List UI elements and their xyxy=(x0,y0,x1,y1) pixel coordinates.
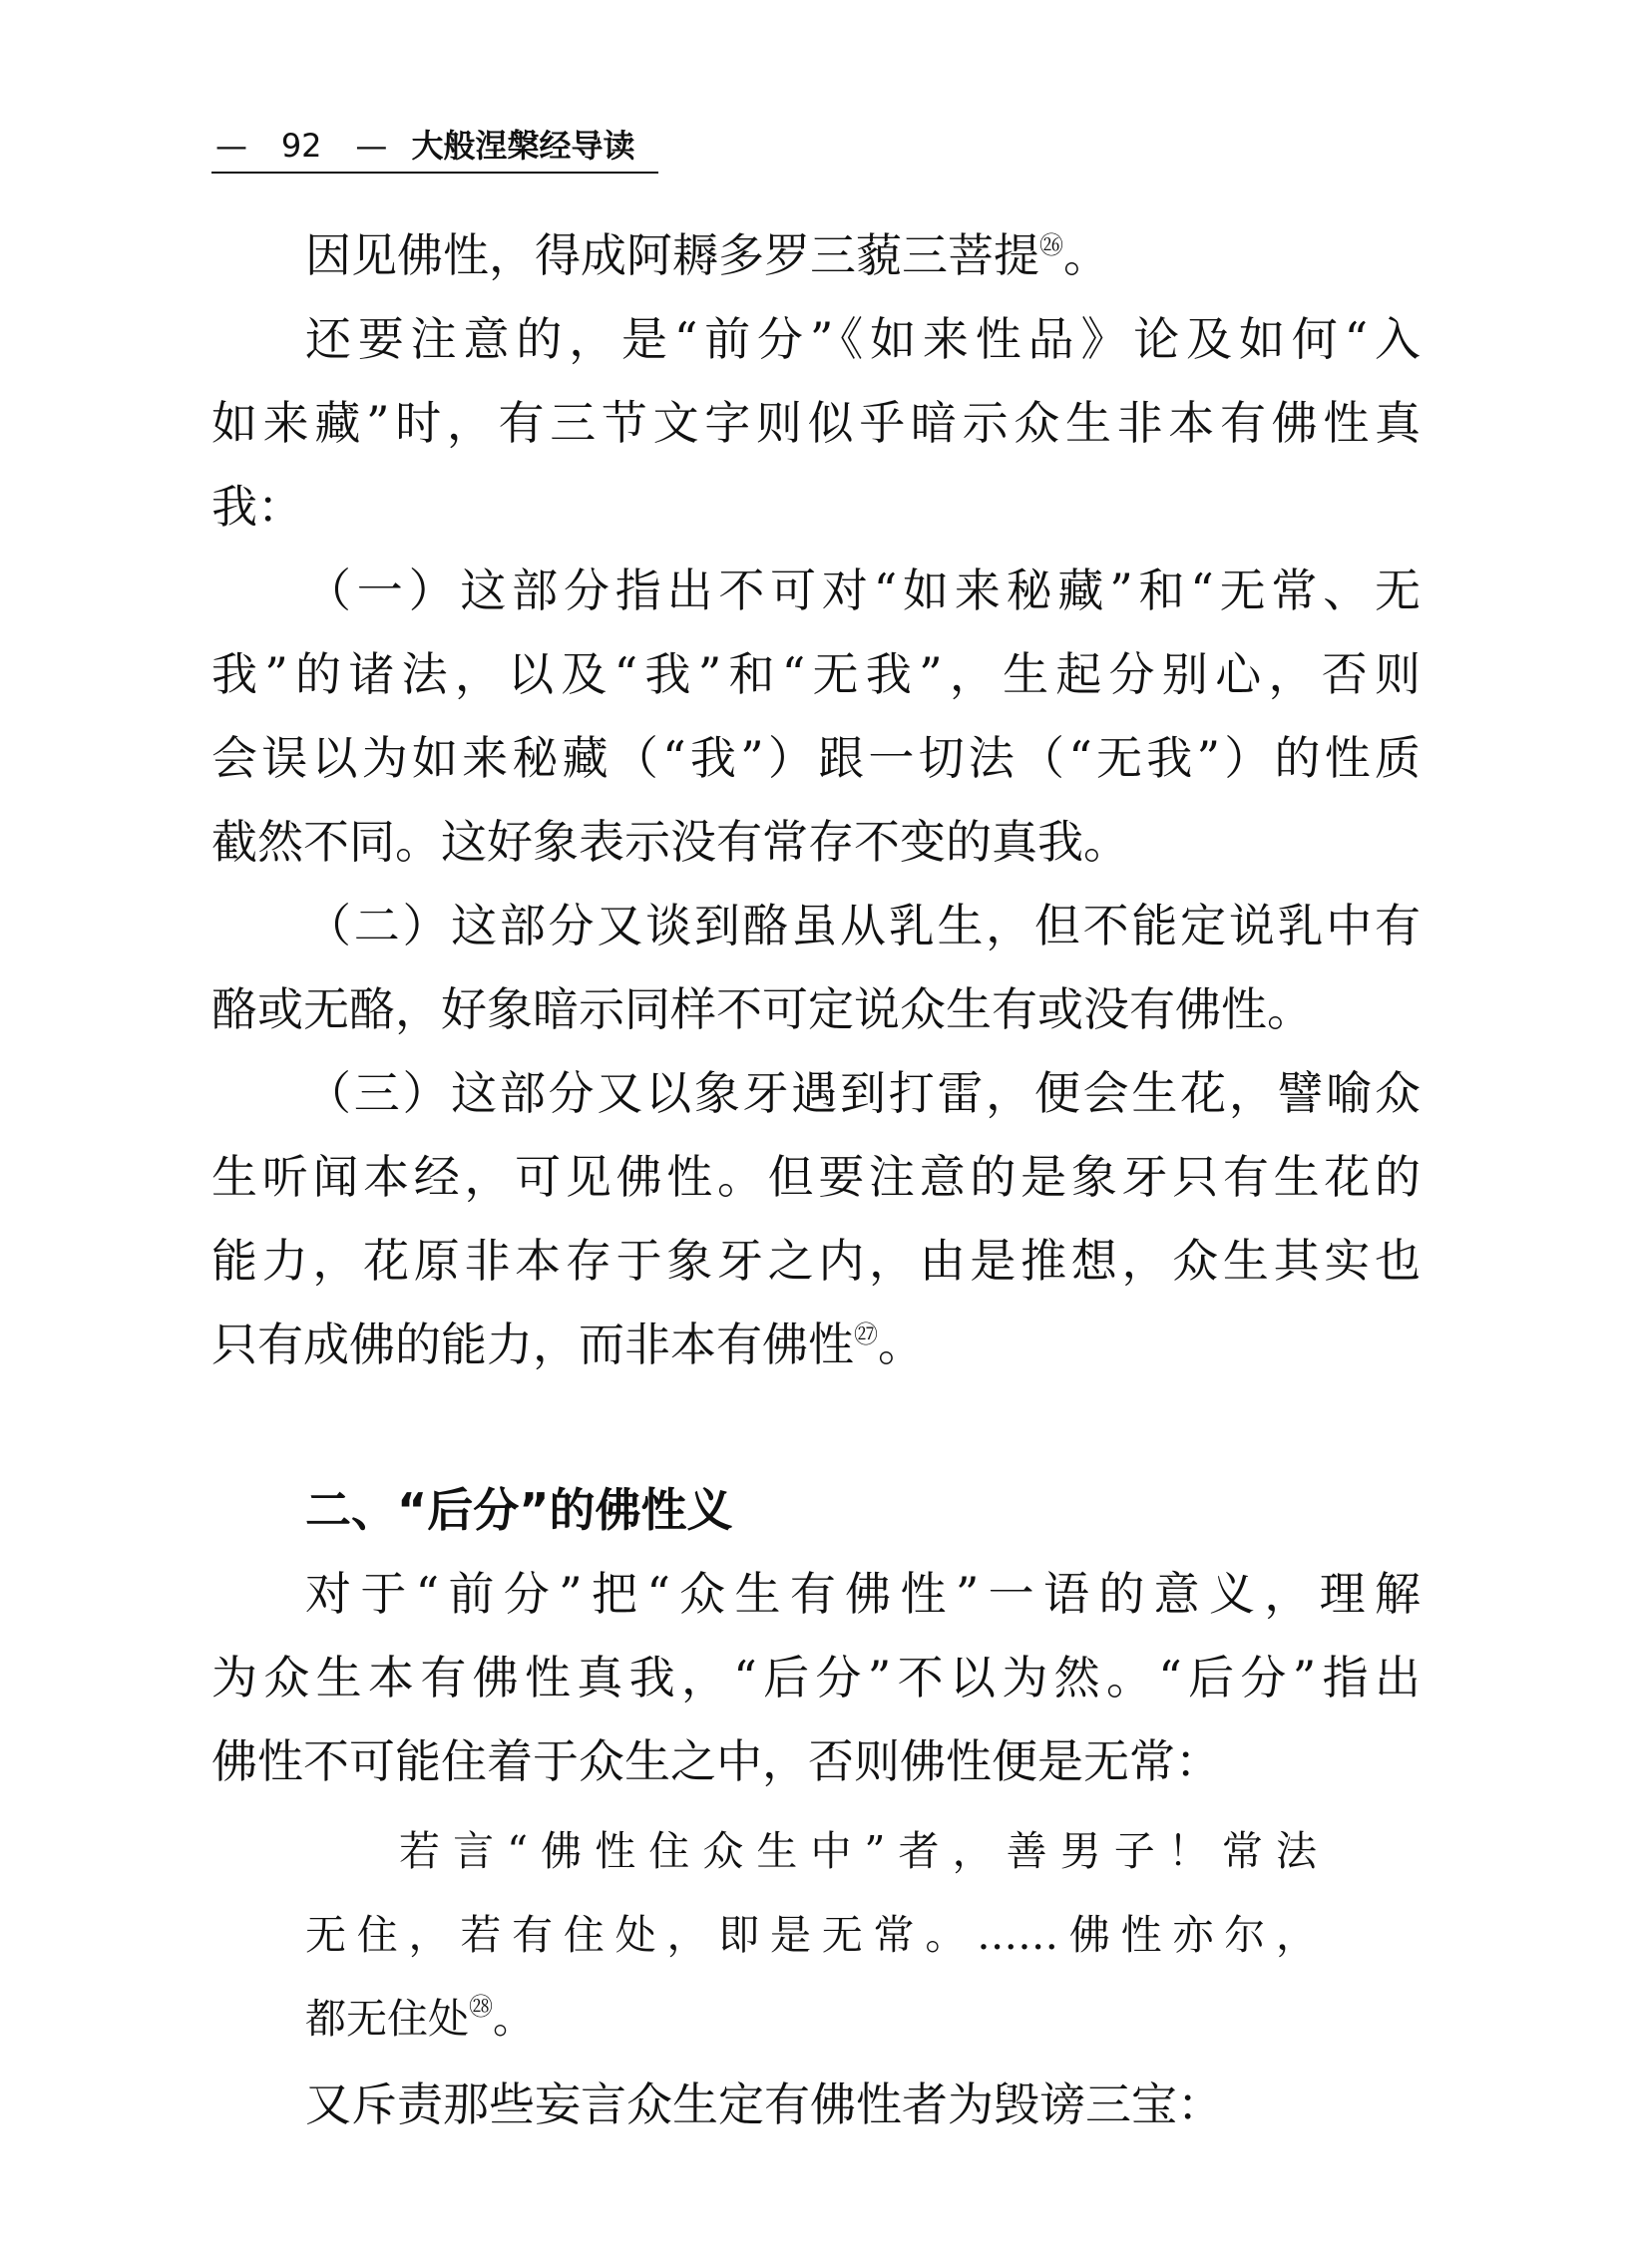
text-line: 对于“前分”把“众生有佛性”一语的意义，理解 xyxy=(305,1567,1421,1621)
text-line: 如来藏”时，有三节文字则似乎暗示众生非本有佛性真 xyxy=(211,396,1421,450)
footnote-marker: ㉗ xyxy=(854,1321,878,1348)
footnote-marker: ㉘ xyxy=(469,1993,493,2021)
footnote-marker: ㉖ xyxy=(1039,231,1063,259)
book-title: 大般涅槃经导读 xyxy=(411,127,635,165)
text-line: 会误以为如来秘藏（“我”）跟一切法（“无我”）的性质 xyxy=(211,731,1421,785)
text-line: 我： xyxy=(211,480,303,534)
quote-line: 若言“佛性住众生中”者，善男子！常法 xyxy=(399,1827,1317,1875)
text-line: （三）这部分又以象牙遇到打雷，便会生花，譬喻众 xyxy=(305,1066,1421,1120)
text-line: 能力，花原非本存于象牙之内，由是推想，众生其实也 xyxy=(211,1234,1421,1288)
text-line: 只有成佛的能力，而非本有佛性$^㉗$。 xyxy=(211,1318,924,1371)
section-heading: 二、“后分”的佛性义 xyxy=(305,1483,733,1537)
text-line: 我”的诸法，以及“我”和“无我”，生起分别心，否则 xyxy=(211,647,1421,701)
text-line: 酪或无酪，好象暗示同样不可定说众生有或没有佛性。 xyxy=(211,982,1313,1036)
text-line: （二）这部分又谈到酪虽从乳生，但不能定说乳中有 xyxy=(305,899,1421,952)
header-dash-left: — xyxy=(215,127,247,165)
text-line: 截然不同。这好象表示没有常存不变的真我。 xyxy=(211,815,1129,869)
text-line: 生听闻本经，可见佛性。但要注意的是象牙只有生花的 xyxy=(211,1150,1421,1204)
page-number: 92 xyxy=(280,127,322,165)
text-line: 佛性不可能住着于众生之中，否则佛性便是无常： xyxy=(211,1734,1221,1788)
text-line: （一）这部分指出不可对“如来秘藏”和“无常、无 xyxy=(305,564,1421,617)
text-line: 又斥责那些妄言众生定有佛性者为毁谤三宝： xyxy=(305,2078,1223,2131)
quote-line: 无住，若有住处，即是无常。……佛性亦尔， xyxy=(305,1911,1317,1959)
header-dash-right: — xyxy=(355,127,388,165)
text-line: 还要注意的，是“前分”《如来性品》论及如何“入 xyxy=(305,312,1421,366)
running-header xyxy=(211,126,658,174)
quote-line: 都无住处$^㉘$。 xyxy=(305,1993,534,2043)
text-line: 因见佛性，得成阿耨多罗三藐三菩提$^㉖$。 xyxy=(305,228,1109,282)
text-line: 为众生本有佛性真我，“后分”不以为然。“后分”指出 xyxy=(211,1651,1421,1704)
